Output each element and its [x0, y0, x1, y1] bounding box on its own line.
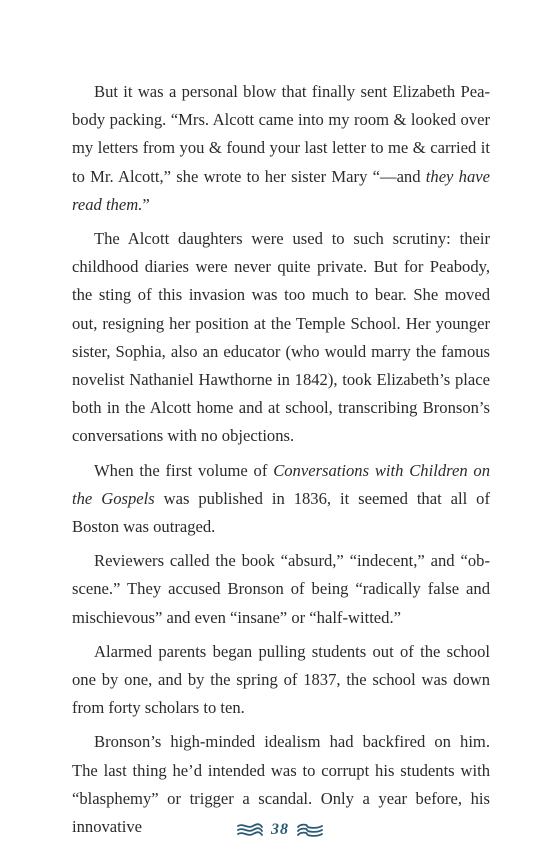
paragraph-1-text-2: ”	[142, 194, 150, 214]
paragraph-3	[72, 457, 490, 542]
paragraph-5-text-1: Alarmed parents began pulling students out of the school one by one, and by the spring of 1837, the school was down from forty scholars to ten.	[72, 641, 490, 718]
paragraph-2	[72, 225, 490, 451]
paragraph-5	[72, 638, 490, 723]
paragraph-3-text-2: was published in 1836, it seemed that all of Boston was outraged.	[72, 488, 490, 537]
paragraph-3-book-title: Conversations with Children on the Gospels	[72, 460, 491, 508]
wave-ornament-left-icon	[237, 823, 263, 837]
page-footer	[0, 821, 560, 839]
paragraph-2-text-1: The Alcott daughters were used to such scrutiny: their childhood diaries were never quite private. But for Peabody, the sting of this invasion was too much to bear. She moved out, resigning her position at the Temple School. Her younger sister, Sophia, also an educator (who would marry the famous novelist Nathaniel Hawthorne in 1842), took Elizabeth’s place both in the Alcott home and at school, transcribing Bronson’s conversations with no objections.	[72, 229, 490, 446]
paragraph-6-text-1: Bronson’s high-minded idealism had backfired on him. The last thing he’d intended was to corrupt his students with “blasphemy” or trigger a scandal. Only a year before, his innovative	[72, 732, 490, 837]
paragraph-3-text-1: When the first volume of	[94, 460, 274, 480]
paragraph-1	[72, 78, 490, 219]
paragraph-4	[72, 547, 490, 632]
paragraph-4-text-1: Reviewers called the book “absurd,” “indecent,” and “obscene.” They accused Bronson of being “radically false and mischievous” and even “insane” or “half-witted.”	[72, 551, 490, 627]
body-text	[72, 78, 490, 841]
paragraph-1-text-1: But it was a personal blow that finally sent Elizabeth Peabody packing. “Mrs. Alcott came into my room & looked over my letters from you & found your last letter to me & carried it to Mr. Alcott,” she wrote to her sister Mary “—and	[72, 82, 490, 186]
wave-ornament-right-icon	[297, 823, 323, 837]
page-number: 38	[271, 821, 289, 838]
paragraph-1-italic: they have read them.	[72, 166, 490, 214]
